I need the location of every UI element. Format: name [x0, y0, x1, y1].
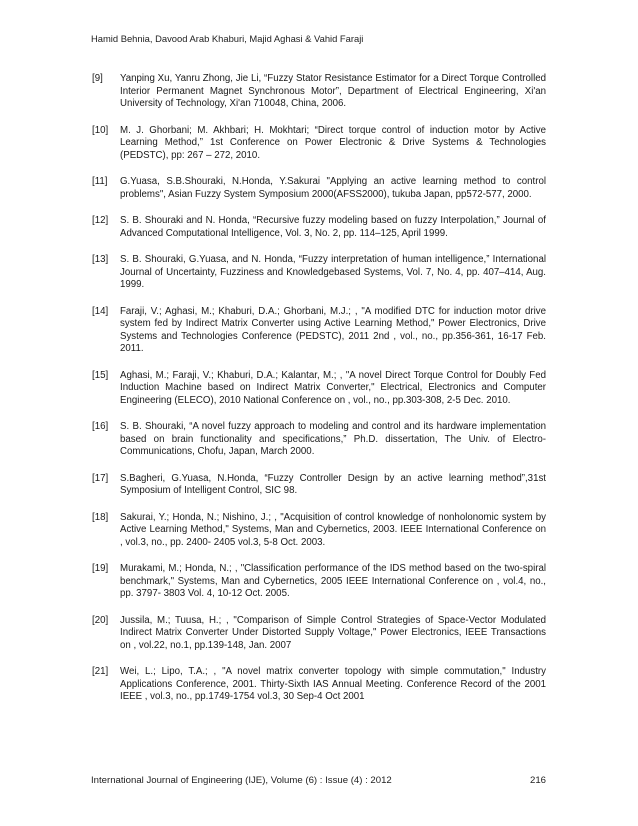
page-footer — [91, 775, 546, 786]
reference-text: S.Bagheri, G.Yuasa, N.Honda, “Fuzzy Controller Design by an active learning method”,31st Symposium of Intelligent Control, SIC 98. — [120, 472, 546, 496]
reference-item — [92, 73, 546, 111]
reference-text: Faraji, V.; Aghasi, M.; Khaburi, D.A.; Ghorbani, M.J.; , "A modified DTC for induction motor drive system fed by Indirect Matrix Converter using Active Learning Method," Power Electronics, Drive Systems and Technologies Conference (PEDSTC), 2011 2nd , vol., no., pp.356-361, 16-17 Feb. 2011. — [120, 305, 546, 354]
reference-number: [18] — [92, 511, 109, 523]
reference-number: [14] — [92, 305, 109, 317]
reference-text: Wei, L.; Lipo, T.A.; , "A novel matrix converter topology with simple commutation," Industry Applications Conference, 2001. Thirty-Sixth IAS Annual Meeting. Conference Record of the 2001 IEEE , vol.3, no., pp.1749-1754 vol.3, 30 Sep-4 Oct 2001 — [120, 666, 546, 702]
footer-journal: International Journal of Engineering (IJE), Volume (6) : Issue (4) : 2012 — [91, 775, 392, 786]
reference-item — [92, 512, 546, 550]
reference-number: [15] — [92, 369, 109, 381]
reference-text: S. B. Shouraki, G.Yuasa, and N. Honda, “Fuzzy interpretation of human intelligence,” International Journal of Uncertainty, Fuzziness and Knowledgebased Systems, Vol. 7, No. 4, pp. 407–414, Aug. 1999. — [120, 254, 546, 290]
reference-text: Murakami, M.; Honda, N.; , "Classification performance of the IDS method based on the two-spiral benchmark," Systems, Man and Cybernetics, 2005 IEEE International Conference on , vol.4, no., pp. 3797- 3803 Vol. 4, 10-12 Oct. 2005. — [120, 563, 546, 599]
reference-item — [92, 125, 546, 163]
reference-item — [92, 421, 546, 459]
reference-list — [92, 73, 546, 718]
reference-item — [92, 254, 546, 292]
reference-number: [10] — [92, 124, 109, 136]
reference-text: G.Yuasa, S.B.Shouraki, N.Honda, Y.Sakurai "Applying an active learning method to control problems", Asian Fuzzy System Symposium 2000(AFSS2000), tukuba Japan, pp572-577, 2000. — [120, 176, 546, 200]
reference-number: [9] — [92, 73, 103, 84]
running-header: Hamid Behnia, Davood Arab Khaburi, Majid Aghasi & Vahid Faraji — [91, 33, 364, 44]
reference-text: Yanping Xu, Yanru Zhong, Jie Li, “Fuzzy Stator Resistance Estimator for a Direct Torque Controlled Interior Permanent Magnet Synchronous Motor”, Department of Electrical Engineering, Xi'an University of Technology, Xi'an 710048, China, 2006. — [120, 73, 546, 109]
reference-item — [92, 370, 546, 408]
reference-text: Aghasi, M.; Faraji, V.; Khaburi, D.A.; Kalantar, M.; , "A novel Direct Torque Control for Doubly Fed Induction Machine based on Indirect Matrix Converter," Electrical, Electronics and Computer Engineering (ELECO), 2010 National Conference on , vol., no., pp.303-308, 2-5 Dec. 2010. — [120, 369, 546, 406]
reference-number: [21] — [92, 666, 109, 677]
reference-item — [92, 215, 546, 240]
reference-text: S. B. Shouraki, “A novel fuzzy approach to modeling and control and its hardware implementation based on brain functionality and specifications,” Ph.D. dissertation, The Univ. of Electro-Communications, Chofu, Japan, March 2000. — [120, 421, 546, 457]
reference-item — [92, 666, 546, 704]
reference-item — [92, 176, 546, 201]
reference-text: M. J. Ghorbani; M. Akhbari; H. Mokhtari; “Direct torque control of induction motor by Active Learning Method,” 1st Conference on Power Electronic & Drive Systems & Technologies (PEDSTC), pp: 267 – 272, 2010. — [120, 124, 546, 161]
reference-number: [17] — [92, 472, 109, 484]
reference-number: [20] — [92, 614, 109, 626]
reference-item — [92, 563, 546, 601]
reference-item — [92, 473, 546, 498]
reference-text: Jussila, M.; Tuusa, H.; , "Comparison of Simple Control Strategies of Space-Vector Modulated Indirect Matrix Converter Under Distorted Supply Voltage," Power Electronics, IEEE Transactions on , vol.22, no.1, pp.139-148, Jan. 2007 — [120, 614, 546, 651]
reference-item — [92, 615, 546, 653]
reference-text: S. B. Shouraki and N. Honda, “Recursive fuzzy modeling based on fuzzy Interpolation,” Journal of Advanced Computational Intelligence, Vol. 3, No. 2, pp. 114–125, April 1999. — [120, 215, 546, 239]
reference-number: [12] — [92, 215, 109, 226]
reference-number: [13] — [92, 254, 109, 265]
reference-item — [92, 306, 546, 356]
reference-number: [11] — [92, 176, 108, 187]
reference-text: Sakurai, Y.; Honda, N.; Nishino, J.; , "Acquisition of control knowledge of nonholonomic system by Active Learning Method," Systems, Man and Cybernetics, 2003. IEEE International Conference on , vol.3, no., pp. 2400- 2405 vol.3, 5-8 Oct. 2003. — [120, 511, 546, 548]
page-number: 216 — [529, 775, 546, 786]
reference-number: [16] — [92, 421, 109, 432]
reference-number: [19] — [92, 563, 109, 574]
